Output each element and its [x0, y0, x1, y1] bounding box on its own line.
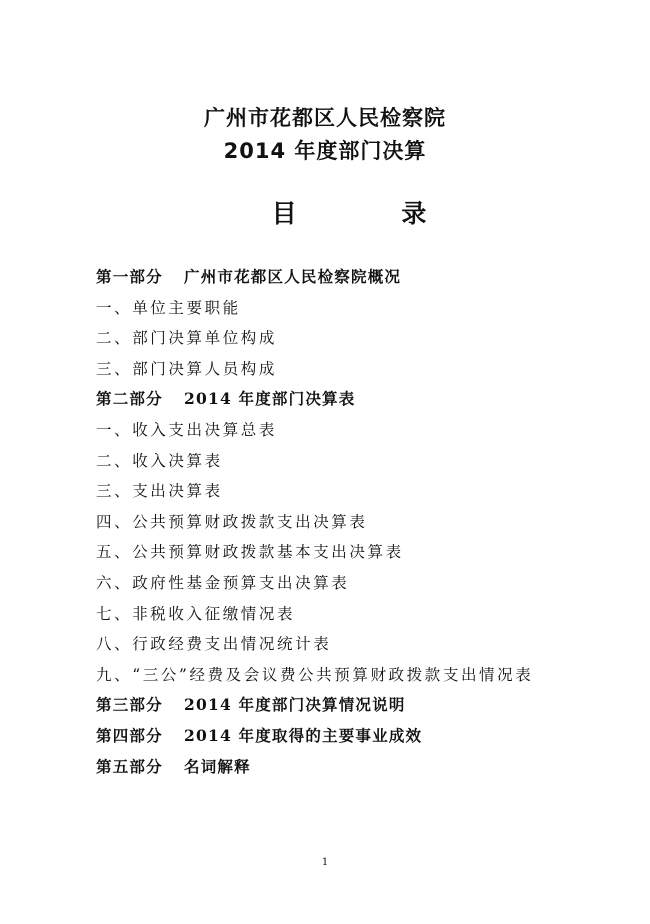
toc-part-1 [96, 262, 533, 293]
toc-item: 一、收入支出决算总表 [96, 420, 278, 439]
toc-heading: 目 录 [271, 199, 475, 228]
toc-item: 九、“三公”经费及会议费公共预算财政拨款支出情况表 [96, 665, 534, 684]
toc-part-3 [96, 690, 533, 721]
toc-item: 八、行政经费支出情况统计表 [96, 635, 332, 654]
toc-item: 一、单位主要职能 [96, 298, 241, 317]
document-subtitle: 2014 年度部门决算 [223, 139, 427, 163]
toc-item: 四、公共预算财政拨款支出决算表 [96, 512, 368, 531]
table-of-contents [96, 262, 533, 782]
toc-item: 三、支出决算表 [96, 482, 223, 501]
toc-part-label: 第五部分 [96, 756, 163, 776]
toc-part-title: 广州市花都区人民检察院概况 [184, 267, 402, 286]
toc-part-label: 第一部分 [96, 267, 163, 286]
toc-item: 七、非税收入征缴情况表 [96, 604, 296, 623]
toc-part-title: 2014 年度取得的主要事业成效 [184, 725, 423, 745]
toc-item: 三、部门决算人员构成 [96, 359, 278, 378]
toc-item: 二、部门决算单位构成 [96, 329, 278, 348]
toc-part-5 [96, 752, 533, 783]
toc-item: 五、公共预算财政拨款基本支出决算表 [96, 543, 404, 562]
toc-part-title: 2014 年度部门决算情况说明 [184, 695, 406, 715]
toc-part-label: 第三部分 [96, 695, 163, 715]
page-number: 1 [321, 857, 329, 868]
toc-part-title: 名词解释 [184, 756, 251, 776]
toc-item: 六、政府性基金预算支出决算表 [96, 573, 350, 592]
toc-part-2 [96, 384, 533, 415]
toc-part-label: 第二部分 [96, 389, 163, 409]
document-title: 广州市花都区人民检察院 [204, 106, 446, 130]
toc-part-title: 2014 年度部门决算表 [184, 389, 356, 409]
toc-part-4 [96, 721, 533, 752]
toc-part-label: 第四部分 [96, 725, 163, 745]
toc-item: 二、收入决算表 [96, 451, 223, 470]
